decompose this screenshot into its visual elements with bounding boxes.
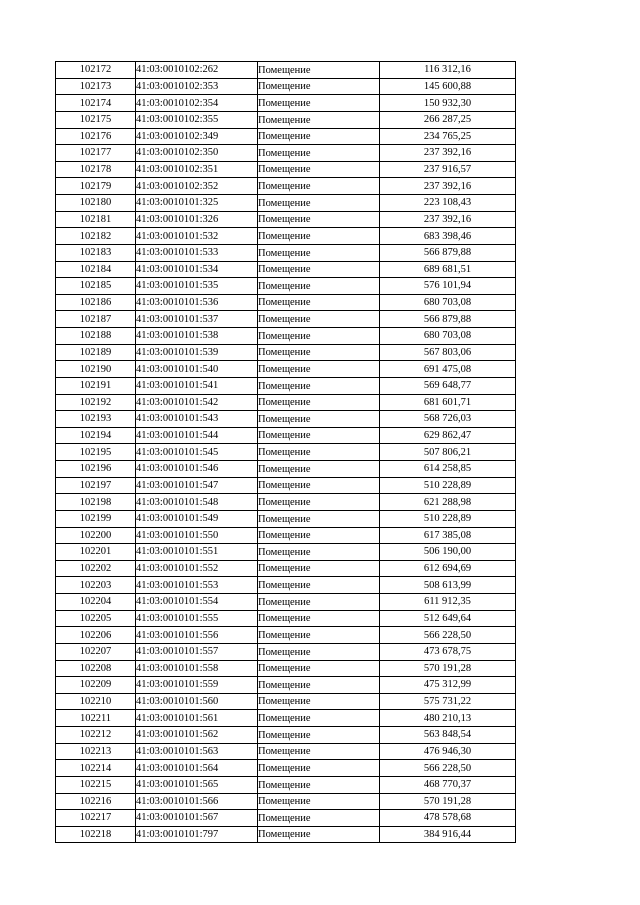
row-number-cell: 102199: [56, 510, 136, 527]
row-number-cell: 102215: [56, 776, 136, 793]
cadastral-number-cell: 41:03:0010102:355: [136, 111, 258, 128]
row-number-cell: 102208: [56, 660, 136, 677]
cadastral-number-cell: 41:03:0010101:797: [136, 826, 258, 843]
cadastral-number-cell: 41:03:0010101:550: [136, 527, 258, 544]
object-type-cell: Помещение: [258, 78, 380, 95]
table-row: [56, 427, 516, 444]
row-number-cell: 102191: [56, 377, 136, 394]
row-number-cell: 102217: [56, 810, 136, 827]
cadastral-number-cell: 41:03:0010101:567: [136, 810, 258, 827]
table-row: [56, 411, 516, 428]
table-row: [56, 727, 516, 744]
row-number-cell: 102176: [56, 128, 136, 145]
object-type-cell: Помещение: [258, 278, 380, 295]
table-row: [56, 577, 516, 594]
cadastral-value-cell: 237 916,57: [380, 161, 516, 178]
row-number-cell: 102197: [56, 477, 136, 494]
cadastral-number-cell: 41:03:0010101:559: [136, 677, 258, 694]
table-row: [56, 311, 516, 328]
table-row: [56, 444, 516, 461]
object-type-cell: Помещение: [258, 594, 380, 611]
cadastral-value-cell: 567 803,06: [380, 344, 516, 361]
object-type-cell: Помещение: [258, 461, 380, 478]
cadastral-value-cell: 476 946,30: [380, 743, 516, 760]
cadastral-value-cell: 569 648,77: [380, 377, 516, 394]
cadastral-value-cell: 617 385,08: [380, 527, 516, 544]
row-number-cell: 102210: [56, 693, 136, 710]
object-type-cell: Помещение: [258, 510, 380, 527]
object-type-cell: Помещение: [258, 178, 380, 195]
table-row: [56, 195, 516, 212]
object-type-cell: Помещение: [258, 610, 380, 627]
row-number-cell: 102203: [56, 577, 136, 594]
table-row: [56, 660, 516, 677]
table-row: [56, 627, 516, 644]
row-number-cell: 102218: [56, 826, 136, 843]
object-type-cell: Помещение: [258, 145, 380, 162]
cadastral-number-cell: 41:03:0010101:556: [136, 627, 258, 644]
object-type-cell: Помещение: [258, 727, 380, 744]
row-number-cell: 102187: [56, 311, 136, 328]
cadastral-number-cell: 41:03:0010101:535: [136, 278, 258, 295]
object-type-cell: Помещение: [258, 111, 380, 128]
cadastral-value-cell: 510 228,89: [380, 510, 516, 527]
cadastral-number-cell: 41:03:0010101:558: [136, 660, 258, 677]
row-number-cell: 102194: [56, 427, 136, 444]
cadastral-value-cell: 566 879,88: [380, 311, 516, 328]
cadastral-value-cell: 237 392,16: [380, 178, 516, 195]
table-row: [56, 211, 516, 228]
cadastral-number-cell: 41:03:0010101:561: [136, 710, 258, 727]
cadastral-number-cell: 41:03:0010101:541: [136, 377, 258, 394]
table-row: [56, 610, 516, 627]
cadastral-value-cell: 612 694,69: [380, 560, 516, 577]
table-row: [56, 693, 516, 710]
row-number-cell: 102173: [56, 78, 136, 95]
cadastral-value-cell: 512 649,64: [380, 610, 516, 627]
object-type-cell: Помещение: [258, 444, 380, 461]
row-number-cell: 102182: [56, 228, 136, 245]
object-type-cell: Помещение: [258, 544, 380, 561]
cadastral-number-cell: 41:03:0010101:545: [136, 444, 258, 461]
cadastral-number-cell: 41:03:0010101:557: [136, 643, 258, 660]
table-row: [56, 62, 516, 79]
object-type-cell: Помещение: [258, 394, 380, 411]
row-number-cell: 102209: [56, 677, 136, 694]
table-row: [56, 594, 516, 611]
row-number-cell: 102193: [56, 411, 136, 428]
object-type-cell: Помещение: [258, 693, 380, 710]
cadastral-number-cell: 41:03:0010102:354: [136, 95, 258, 112]
cadastral-value-cell: 510 228,89: [380, 477, 516, 494]
row-number-cell: 102184: [56, 261, 136, 278]
row-number-cell: 102178: [56, 161, 136, 178]
cadastral-value-cell: 563 848,54: [380, 727, 516, 744]
cadastral-value-cell: 473 678,75: [380, 643, 516, 660]
cadastral-value-cell: 576 101,94: [380, 278, 516, 295]
table-row: [56, 178, 516, 195]
row-number-cell: 102206: [56, 627, 136, 644]
cadastral-number-cell: 41:03:0010102:349: [136, 128, 258, 145]
row-number-cell: 102205: [56, 610, 136, 627]
object-type-cell: Помещение: [258, 826, 380, 843]
row-number-cell: 102183: [56, 244, 136, 261]
object-type-cell: Помещение: [258, 377, 380, 394]
table-row: [56, 776, 516, 793]
table-row: [56, 743, 516, 760]
object-type-cell: Помещение: [258, 161, 380, 178]
cadastral-value-cell: 468 770,37: [380, 776, 516, 793]
cadastral-value-cell: 480 210,13: [380, 710, 516, 727]
cadastral-number-cell: 41:03:0010102:351: [136, 161, 258, 178]
cadastral-value-cell: 566 228,50: [380, 760, 516, 777]
cadastral-number-cell: 41:03:0010102:262: [136, 62, 258, 79]
object-type-cell: Помещение: [258, 95, 380, 112]
table-row: [56, 361, 516, 378]
row-number-cell: 102204: [56, 594, 136, 611]
object-type-cell: Помещение: [258, 228, 380, 245]
object-type-cell: Помещение: [258, 128, 380, 145]
object-type-cell: Помещение: [258, 427, 380, 444]
cadastral-number-cell: 41:03:0010102:353: [136, 78, 258, 95]
object-type-cell: Помещение: [258, 344, 380, 361]
cadastral-number-cell: 41:03:0010101:547: [136, 477, 258, 494]
row-number-cell: 102216: [56, 793, 136, 810]
cadastral-value-cell: 475 312,99: [380, 677, 516, 694]
table-row: [56, 826, 516, 843]
cadastral-number-cell: 41:03:0010101:544: [136, 427, 258, 444]
row-number-cell: 102190: [56, 361, 136, 378]
cadastral-number-cell: 41:03:0010101:534: [136, 261, 258, 278]
object-type-cell: Помещение: [258, 62, 380, 79]
cadastral-value-cell: 237 392,16: [380, 145, 516, 162]
cadastral-value-cell: 575 731,22: [380, 693, 516, 710]
cadastral-value-cell: 691 475,08: [380, 361, 516, 378]
cadastral-value-cell: 506 190,00: [380, 544, 516, 561]
table-row: [56, 261, 516, 278]
cadastral-value-cell: 681 601,71: [380, 394, 516, 411]
cadastral-value-cell: 629 862,47: [380, 427, 516, 444]
row-number-cell: 102180: [56, 195, 136, 212]
cadastral-value-cell: 507 806,21: [380, 444, 516, 461]
row-number-cell: 102200: [56, 527, 136, 544]
row-number-cell: 102185: [56, 278, 136, 295]
cadastral-value-cell: 566 228,50: [380, 627, 516, 644]
row-number-cell: 102174: [56, 95, 136, 112]
row-number-cell: 102195: [56, 444, 136, 461]
object-type-cell: Помещение: [258, 261, 380, 278]
cadastral-value-cell: 570 191,28: [380, 660, 516, 677]
cadastral-number-cell: 41:03:0010101:548: [136, 494, 258, 511]
table-row: [56, 494, 516, 511]
cadastral-value-cell: 150 932,30: [380, 95, 516, 112]
cadastral-value-cell: 683 398,46: [380, 228, 516, 245]
table-row: [56, 344, 516, 361]
table-row: [56, 527, 516, 544]
cadastral-number-cell: 41:03:0010101:562: [136, 727, 258, 744]
table-row: [56, 128, 516, 145]
table-row: [56, 793, 516, 810]
cadastral-value-cell: 614 258,85: [380, 461, 516, 478]
cadastral-number-cell: 41:03:0010101:533: [136, 244, 258, 261]
cadastral-value-cell: 621 288,98: [380, 494, 516, 511]
object-type-cell: Помещение: [258, 776, 380, 793]
row-number-cell: 102212: [56, 727, 136, 744]
row-number-cell: 102181: [56, 211, 136, 228]
cadastral-number-cell: 41:03:0010101:555: [136, 610, 258, 627]
cadastral-number-cell: 41:03:0010101:551: [136, 544, 258, 561]
cadastral-number-cell: 41:03:0010101:539: [136, 344, 258, 361]
table-row: [56, 328, 516, 345]
cadastral-value-cell: 478 578,68: [380, 810, 516, 827]
cadastral-value-cell: 223 108,43: [380, 195, 516, 212]
object-type-cell: Помещение: [258, 660, 380, 677]
table-row: [56, 278, 516, 295]
table-row: [56, 477, 516, 494]
object-type-cell: Помещение: [258, 560, 380, 577]
cadastral-number-cell: 41:03:0010101:532: [136, 228, 258, 245]
cadastral-number-cell: 41:03:0010101:546: [136, 461, 258, 478]
cadastral-number-cell: 41:03:0010101:564: [136, 760, 258, 777]
row-number-cell: 102175: [56, 111, 136, 128]
object-type-cell: Помещение: [258, 643, 380, 660]
object-type-cell: Помещение: [258, 195, 380, 212]
cadastral-value-cell: 384 916,44: [380, 826, 516, 843]
row-number-cell: 102213: [56, 743, 136, 760]
object-type-cell: Помещение: [258, 577, 380, 594]
row-number-cell: 102198: [56, 494, 136, 511]
cadastral-value-cell: 145 600,88: [380, 78, 516, 95]
table-row: [56, 677, 516, 694]
cadastral-number-cell: 41:03:0010101:549: [136, 510, 258, 527]
cadastral-number-cell: 41:03:0010101:326: [136, 211, 258, 228]
row-number-cell: 102192: [56, 394, 136, 411]
table-body: [56, 62, 516, 843]
table-row: [56, 461, 516, 478]
cadastral-number-cell: 41:03:0010101:536: [136, 294, 258, 311]
row-number-cell: 102172: [56, 62, 136, 79]
cadastral-value-table: [55, 61, 516, 843]
row-number-cell: 102214: [56, 760, 136, 777]
object-type-cell: Помещение: [258, 627, 380, 644]
cadastral-value-cell: 266 287,25: [380, 111, 516, 128]
cadastral-number-cell: 41:03:0010101:552: [136, 560, 258, 577]
table-row: [56, 95, 516, 112]
object-type-cell: Помещение: [258, 793, 380, 810]
object-type-cell: Помещение: [258, 527, 380, 544]
object-type-cell: Помещение: [258, 477, 380, 494]
table-row: [56, 394, 516, 411]
object-type-cell: Помещение: [258, 677, 380, 694]
table-row: [56, 544, 516, 561]
table-row: [56, 161, 516, 178]
cadastral-value-cell: 508 613,99: [380, 577, 516, 594]
cadastral-number-cell: 41:03:0010101:553: [136, 577, 258, 594]
cadastral-number-cell: 41:03:0010101:566: [136, 793, 258, 810]
cadastral-value-cell: 570 191,28: [380, 793, 516, 810]
object-type-cell: Помещение: [258, 810, 380, 827]
row-number-cell: 102196: [56, 461, 136, 478]
table-row: [56, 560, 516, 577]
object-type-cell: Помещение: [258, 294, 380, 311]
cadastral-number-cell: 41:03:0010101:560: [136, 693, 258, 710]
cadastral-number-cell: 41:03:0010101:543: [136, 411, 258, 428]
table-row: [56, 78, 516, 95]
row-number-cell: 102186: [56, 294, 136, 311]
table-row: [56, 510, 516, 527]
cadastral-number-cell: 41:03:0010102:350: [136, 145, 258, 162]
object-type-cell: Помещение: [258, 328, 380, 345]
table-row: [56, 294, 516, 311]
cadastral-value-cell: 234 765,25: [380, 128, 516, 145]
table-row: [56, 760, 516, 777]
object-type-cell: Помещение: [258, 244, 380, 261]
object-type-cell: Помещение: [258, 760, 380, 777]
object-type-cell: Помещение: [258, 411, 380, 428]
table-row: [56, 111, 516, 128]
cadastral-number-cell: 41:03:0010101:542: [136, 394, 258, 411]
cadastral-value-cell: 611 912,35: [380, 594, 516, 611]
table-row: [56, 244, 516, 261]
row-number-cell: 102201: [56, 544, 136, 561]
object-type-cell: Помещение: [258, 494, 380, 511]
object-type-cell: Помещение: [258, 361, 380, 378]
cadastral-value-cell: 237 392,16: [380, 211, 516, 228]
table-row: [56, 810, 516, 827]
cadastral-number-cell: 41:03:0010101:565: [136, 776, 258, 793]
cadastral-value-cell: 680 703,08: [380, 294, 516, 311]
row-number-cell: 102179: [56, 178, 136, 195]
cadastral-number-cell: 41:03:0010101:325: [136, 195, 258, 212]
table-row: [56, 228, 516, 245]
object-type-cell: Помещение: [258, 211, 380, 228]
cadastral-number-cell: 41:03:0010101:540: [136, 361, 258, 378]
row-number-cell: 102211: [56, 710, 136, 727]
cadastral-value-cell: 680 703,08: [380, 328, 516, 345]
object-type-cell: Помещение: [258, 710, 380, 727]
cadastral-number-cell: 41:03:0010101:538: [136, 328, 258, 345]
row-number-cell: 102202: [56, 560, 136, 577]
cadastral-value-cell: 689 681,51: [380, 261, 516, 278]
cadastral-value-cell: 116 312,16: [380, 62, 516, 79]
cadastral-number-cell: 41:03:0010101:563: [136, 743, 258, 760]
row-number-cell: 102189: [56, 344, 136, 361]
row-number-cell: 102188: [56, 328, 136, 345]
table-row: [56, 145, 516, 162]
cadastral-number-cell: 41:03:0010102:352: [136, 178, 258, 195]
cadastral-number-cell: 41:03:0010101:537: [136, 311, 258, 328]
row-number-cell: 102207: [56, 643, 136, 660]
table-row: [56, 643, 516, 660]
cadastral-value-cell: 568 726,03: [380, 411, 516, 428]
cadastral-value-cell: 566 879,88: [380, 244, 516, 261]
cadastral-number-cell: 41:03:0010101:554: [136, 594, 258, 611]
table-row: [56, 710, 516, 727]
table-row: [56, 377, 516, 394]
row-number-cell: 102177: [56, 145, 136, 162]
object-type-cell: Помещение: [258, 311, 380, 328]
object-type-cell: Помещение: [258, 743, 380, 760]
